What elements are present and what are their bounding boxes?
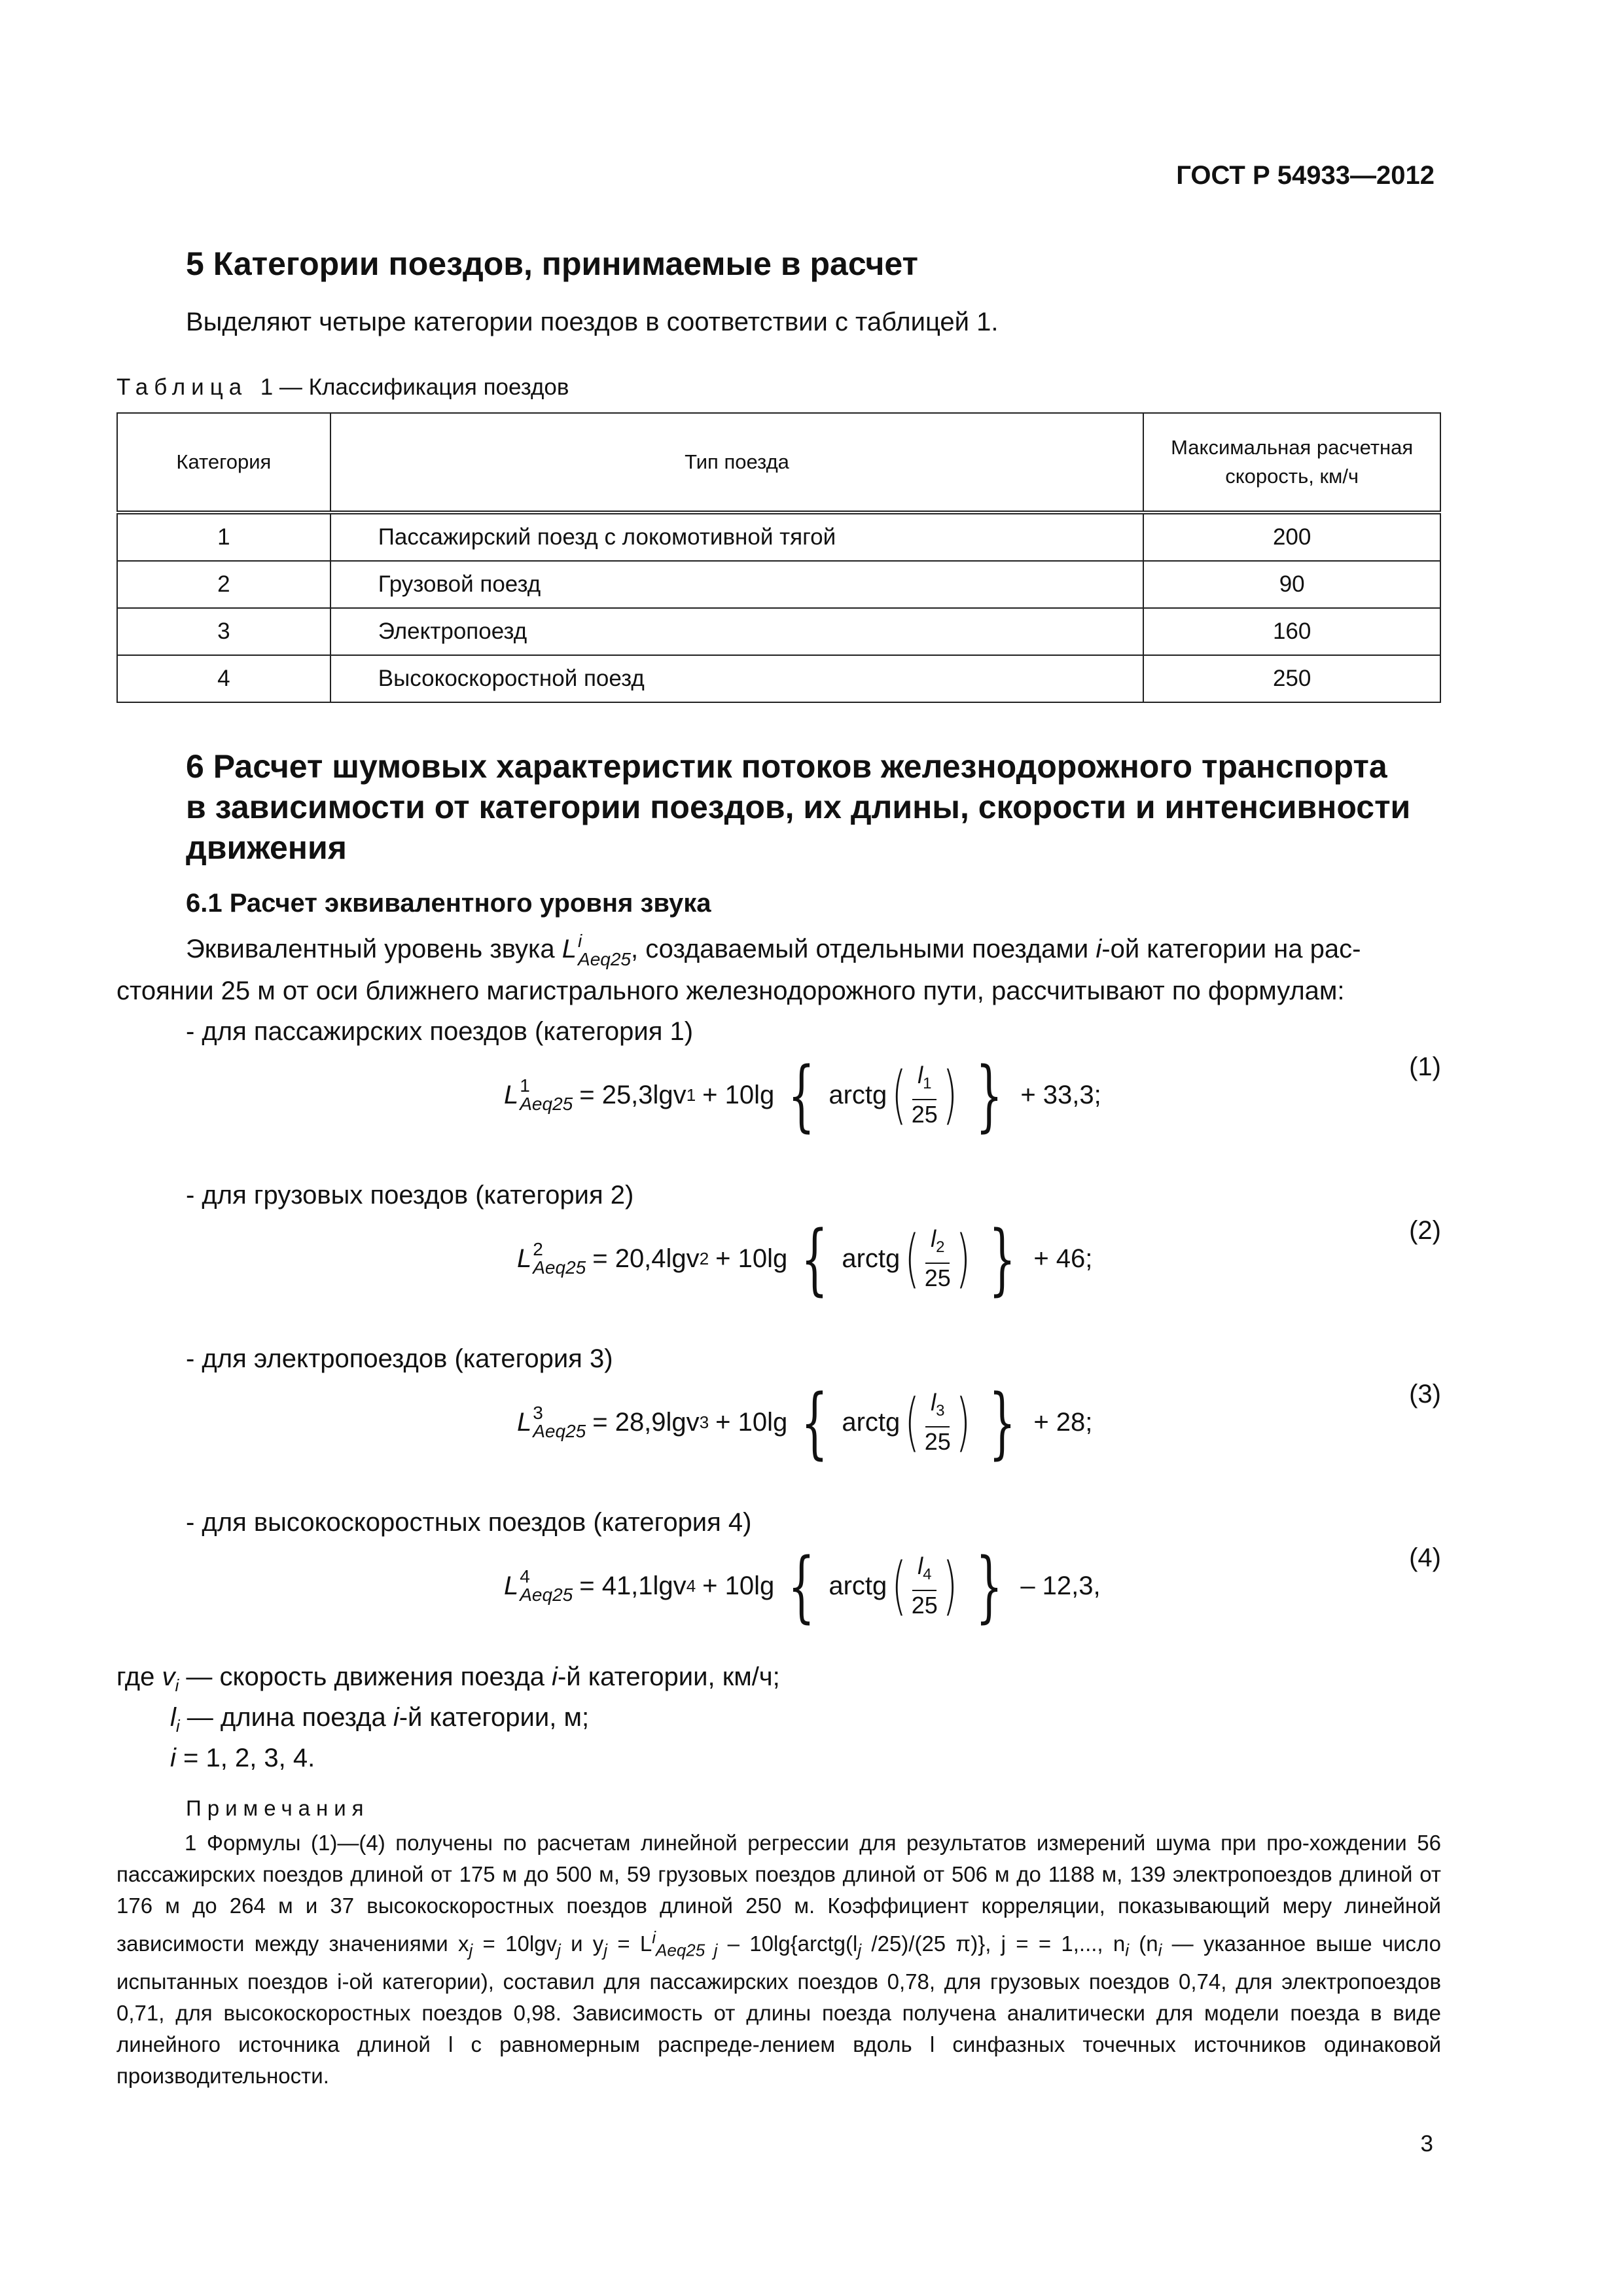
table-caption-text: 1 — Классификация поездов xyxy=(260,374,569,400)
where-line-1: где $v_i$ — скорость движения поезда i-й категории, км/ч; xyxy=(116,1662,780,1695)
table-row xyxy=(117,512,1440,561)
formula-arctg: arctg xyxy=(829,1571,887,1600)
section-5-intro: Выделяют четыре категории поездов в соответствии с таблицей 1. xyxy=(186,308,999,336)
right-paren-icon: ) xyxy=(942,1549,957,1623)
formula-L-indices: 4 Aeq25 xyxy=(520,1566,573,1605)
equation-number-4: (4) xyxy=(1409,1543,1441,1572)
left-brace-icon: { xyxy=(788,1050,815,1140)
right-paren-icon: ) xyxy=(942,1058,957,1132)
left-paren-icon: ( xyxy=(904,1222,920,1295)
formula-L: L xyxy=(517,1407,532,1437)
formula-3 xyxy=(517,1377,1093,1467)
cell-type: Грузовой поезд xyxy=(330,561,1144,608)
formula-label-1: - для пассажирских поездов (категория 1) xyxy=(186,1017,694,1046)
symbol-i-sub: i xyxy=(175,1716,180,1736)
formula-L: L xyxy=(504,1571,519,1600)
cell-speed: 250 xyxy=(1143,655,1440,702)
train-categories-table xyxy=(116,412,1441,703)
right-brace-icon: } xyxy=(976,1050,1003,1140)
formula-L-indices: 1 Aeq25 xyxy=(520,1075,573,1114)
cell-category: 1 xyxy=(117,512,330,561)
formula-tail: + 33,3; xyxy=(1020,1080,1101,1109)
formula-lg: + 10lg xyxy=(702,1080,775,1109)
table-row xyxy=(117,608,1440,655)
right-paren-icon: ) xyxy=(955,1222,971,1295)
cell-type: Высокоскоростной поезд xyxy=(330,655,1144,702)
formula-v-index: 1 xyxy=(686,1085,696,1105)
section-6-para-line2: стоянии 25 м от оси ближнего магистрального железнодорожного пути, рассчитывают по формулам: xyxy=(116,977,1345,1005)
cell-category: 2 xyxy=(117,561,330,608)
formula-label-2: - для грузовых поездов (категория 2) xyxy=(186,1181,634,1210)
section-6-heading-line2: в зависимости от категории поездов, их длины, скорости и интенсивности xyxy=(186,789,1411,825)
formula-2 xyxy=(517,1213,1093,1304)
equation-number-3: (3) xyxy=(1409,1380,1441,1408)
symbol-i: i xyxy=(1096,935,1102,963)
formula-lg: + 10lg xyxy=(715,1407,788,1437)
symbol-l: l xyxy=(170,1703,176,1732)
formula-tail: – 12,3, xyxy=(1020,1571,1101,1600)
symbol-i-sub: i xyxy=(175,1676,179,1695)
formula-fraction: $\frac{l_1}{25}$ xyxy=(911,1062,938,1128)
formula-coef: = 41,1lgv xyxy=(579,1571,687,1600)
section-6-para-line1: Эквивалентный уровень звука L i Aeq25 , создаваемый отдельными поездами i-ой категории на рас- xyxy=(186,931,1361,970)
left-brace-icon: { xyxy=(788,1541,815,1631)
cell-speed: 160 xyxy=(1143,608,1440,655)
formula-tail: + 46; xyxy=(1033,1244,1093,1273)
formula-coef: = 25,3lgv xyxy=(579,1080,687,1109)
section-6-heading xyxy=(186,746,1410,868)
formula-lg: + 10lg xyxy=(702,1571,775,1600)
table-caption-word: Таблица xyxy=(116,374,248,400)
right-brace-icon: } xyxy=(989,1213,1016,1304)
left-paren-icon: ( xyxy=(891,1549,907,1623)
formula-label-4: - для высокоскоростных поездов (категория 4) xyxy=(186,1508,752,1537)
note-1: 1 Формулы (1)—(4) получены по расчетам линейной регрессии для результатов измерений шума при про-хождении 56 пассажирских поездов длиной от 175 м до 500 м, 59 грузовых поездов длиной от 506 м до 1188 м, 139 электропоездов длиной от 176 м до 264 м и 37 высокоскоростных поездов длиной 250 м. Коэффициент корреляции, показывающий меру линейной зависимости между значениями $x_j = 10\lg v_j$ и $y_j = L^i_{Aeq25 j}$ – $10\lg\{arctg(l_j$ /25)/(25 π)}, j = = 1,..., $n_i$ ($n_i$ — указанное выше число испытанных поездов i-ой категории), составил для пассажирских поездов 0,78, для грузовых поездов 0,74, для электропоездов 0,71, для высокоскоростных поездов 0,98. Зависимость от длины поезда получена аналитически для модели поезда в виде линейного источника длиной l с равномерным распреде-лением вдоль l синфазных точечных источников одинаковой производительности. xyxy=(116,1831,1441,2088)
symbol-i: i xyxy=(552,1662,558,1691)
formula-coef: = 28,9lgv xyxy=(592,1407,700,1437)
formula-coef: = 20,4lgv xyxy=(592,1244,700,1273)
left-paren-icon: ( xyxy=(904,1386,920,1459)
formula-lg: + 10lg xyxy=(715,1244,788,1273)
symbol-i: i xyxy=(393,1703,399,1732)
cell-category: 3 xyxy=(117,608,330,655)
notes-title: Примечания xyxy=(186,1796,370,1820)
formula-label-3: - для электропоездов (категория 3) xyxy=(186,1344,613,1373)
section-6-heading-line3: движения xyxy=(186,829,347,866)
subsection-6-1-heading: 6.1 Расчет эквивалентного уровня звука xyxy=(186,889,711,918)
where-line-3: i = 1, 2, 3, 4. xyxy=(170,1744,315,1772)
right-brace-icon: } xyxy=(976,1541,1003,1631)
left-brace-icon: { xyxy=(801,1377,829,1467)
table-row xyxy=(117,655,1440,702)
section-5-heading: 5 Категории поездов, принимаемые в расчет xyxy=(186,245,918,282)
symbol-L-inline: L xyxy=(562,935,577,963)
document-code: ГОСТ Р 54933—2012 xyxy=(1176,161,1435,190)
table-row xyxy=(117,561,1440,608)
header-max-speed: Максимальная расчетная скорость, км/ч xyxy=(1143,413,1440,512)
header-category: Категория xyxy=(117,413,330,512)
formula-L-indices: 3 Aeq25 xyxy=(533,1403,586,1441)
formula-arctg: arctg xyxy=(842,1244,901,1273)
cell-speed: 90 xyxy=(1143,561,1440,608)
right-brace-icon: } xyxy=(989,1377,1016,1467)
table-caption xyxy=(116,374,569,401)
left-paren-icon: ( xyxy=(891,1058,907,1132)
symbol-L-indices: i Aeq25 xyxy=(578,931,631,970)
table-header-row xyxy=(117,413,1440,512)
page-number: 3 xyxy=(1420,2131,1433,2157)
formula-tail: + 28; xyxy=(1033,1407,1093,1437)
formula-L: L xyxy=(504,1080,519,1109)
symbol-i: i xyxy=(170,1744,176,1772)
formula-arctg: arctg xyxy=(829,1080,887,1109)
header-train-type: Тип поезда xyxy=(330,413,1144,512)
formula-v-index: 2 xyxy=(699,1248,709,1268)
formula-v-index: 4 xyxy=(686,1575,696,1596)
equation-number-1: (1) xyxy=(1409,1052,1441,1081)
cell-type: Пассажирский поезд с локомотивной тягой xyxy=(330,512,1144,561)
formula-L: L xyxy=(517,1244,532,1273)
formula-L-indices: 2 Aeq25 xyxy=(533,1239,586,1278)
cell-type: Электропоезд xyxy=(330,608,1144,655)
formula-fraction: $\frac{l_4}{25}$ xyxy=(911,1552,938,1619)
where-line-2: $l_i$ — длина поезда i-й категории, м; xyxy=(170,1703,590,1736)
formula-fraction: $\frac{l_3}{25}$ xyxy=(924,1389,951,1455)
right-paren-icon: ) xyxy=(955,1386,971,1459)
formula-v-index: 3 xyxy=(699,1412,709,1432)
cell-category: 4 xyxy=(117,655,330,702)
formula-1 xyxy=(504,1050,1101,1140)
formula-4 xyxy=(504,1541,1101,1631)
equation-number-2: (2) xyxy=(1409,1216,1441,1245)
formula-arctg: arctg xyxy=(842,1407,901,1437)
symbol-v: v xyxy=(162,1662,175,1691)
formula-fraction: $\frac{l_2}{25}$ xyxy=(924,1225,951,1291)
cell-speed: 200 xyxy=(1143,512,1440,561)
section-6-heading-line1: 6 Расчет шумовых характеристик потоков железнодорожного транспорта xyxy=(186,748,1387,785)
left-brace-icon: { xyxy=(801,1213,829,1304)
